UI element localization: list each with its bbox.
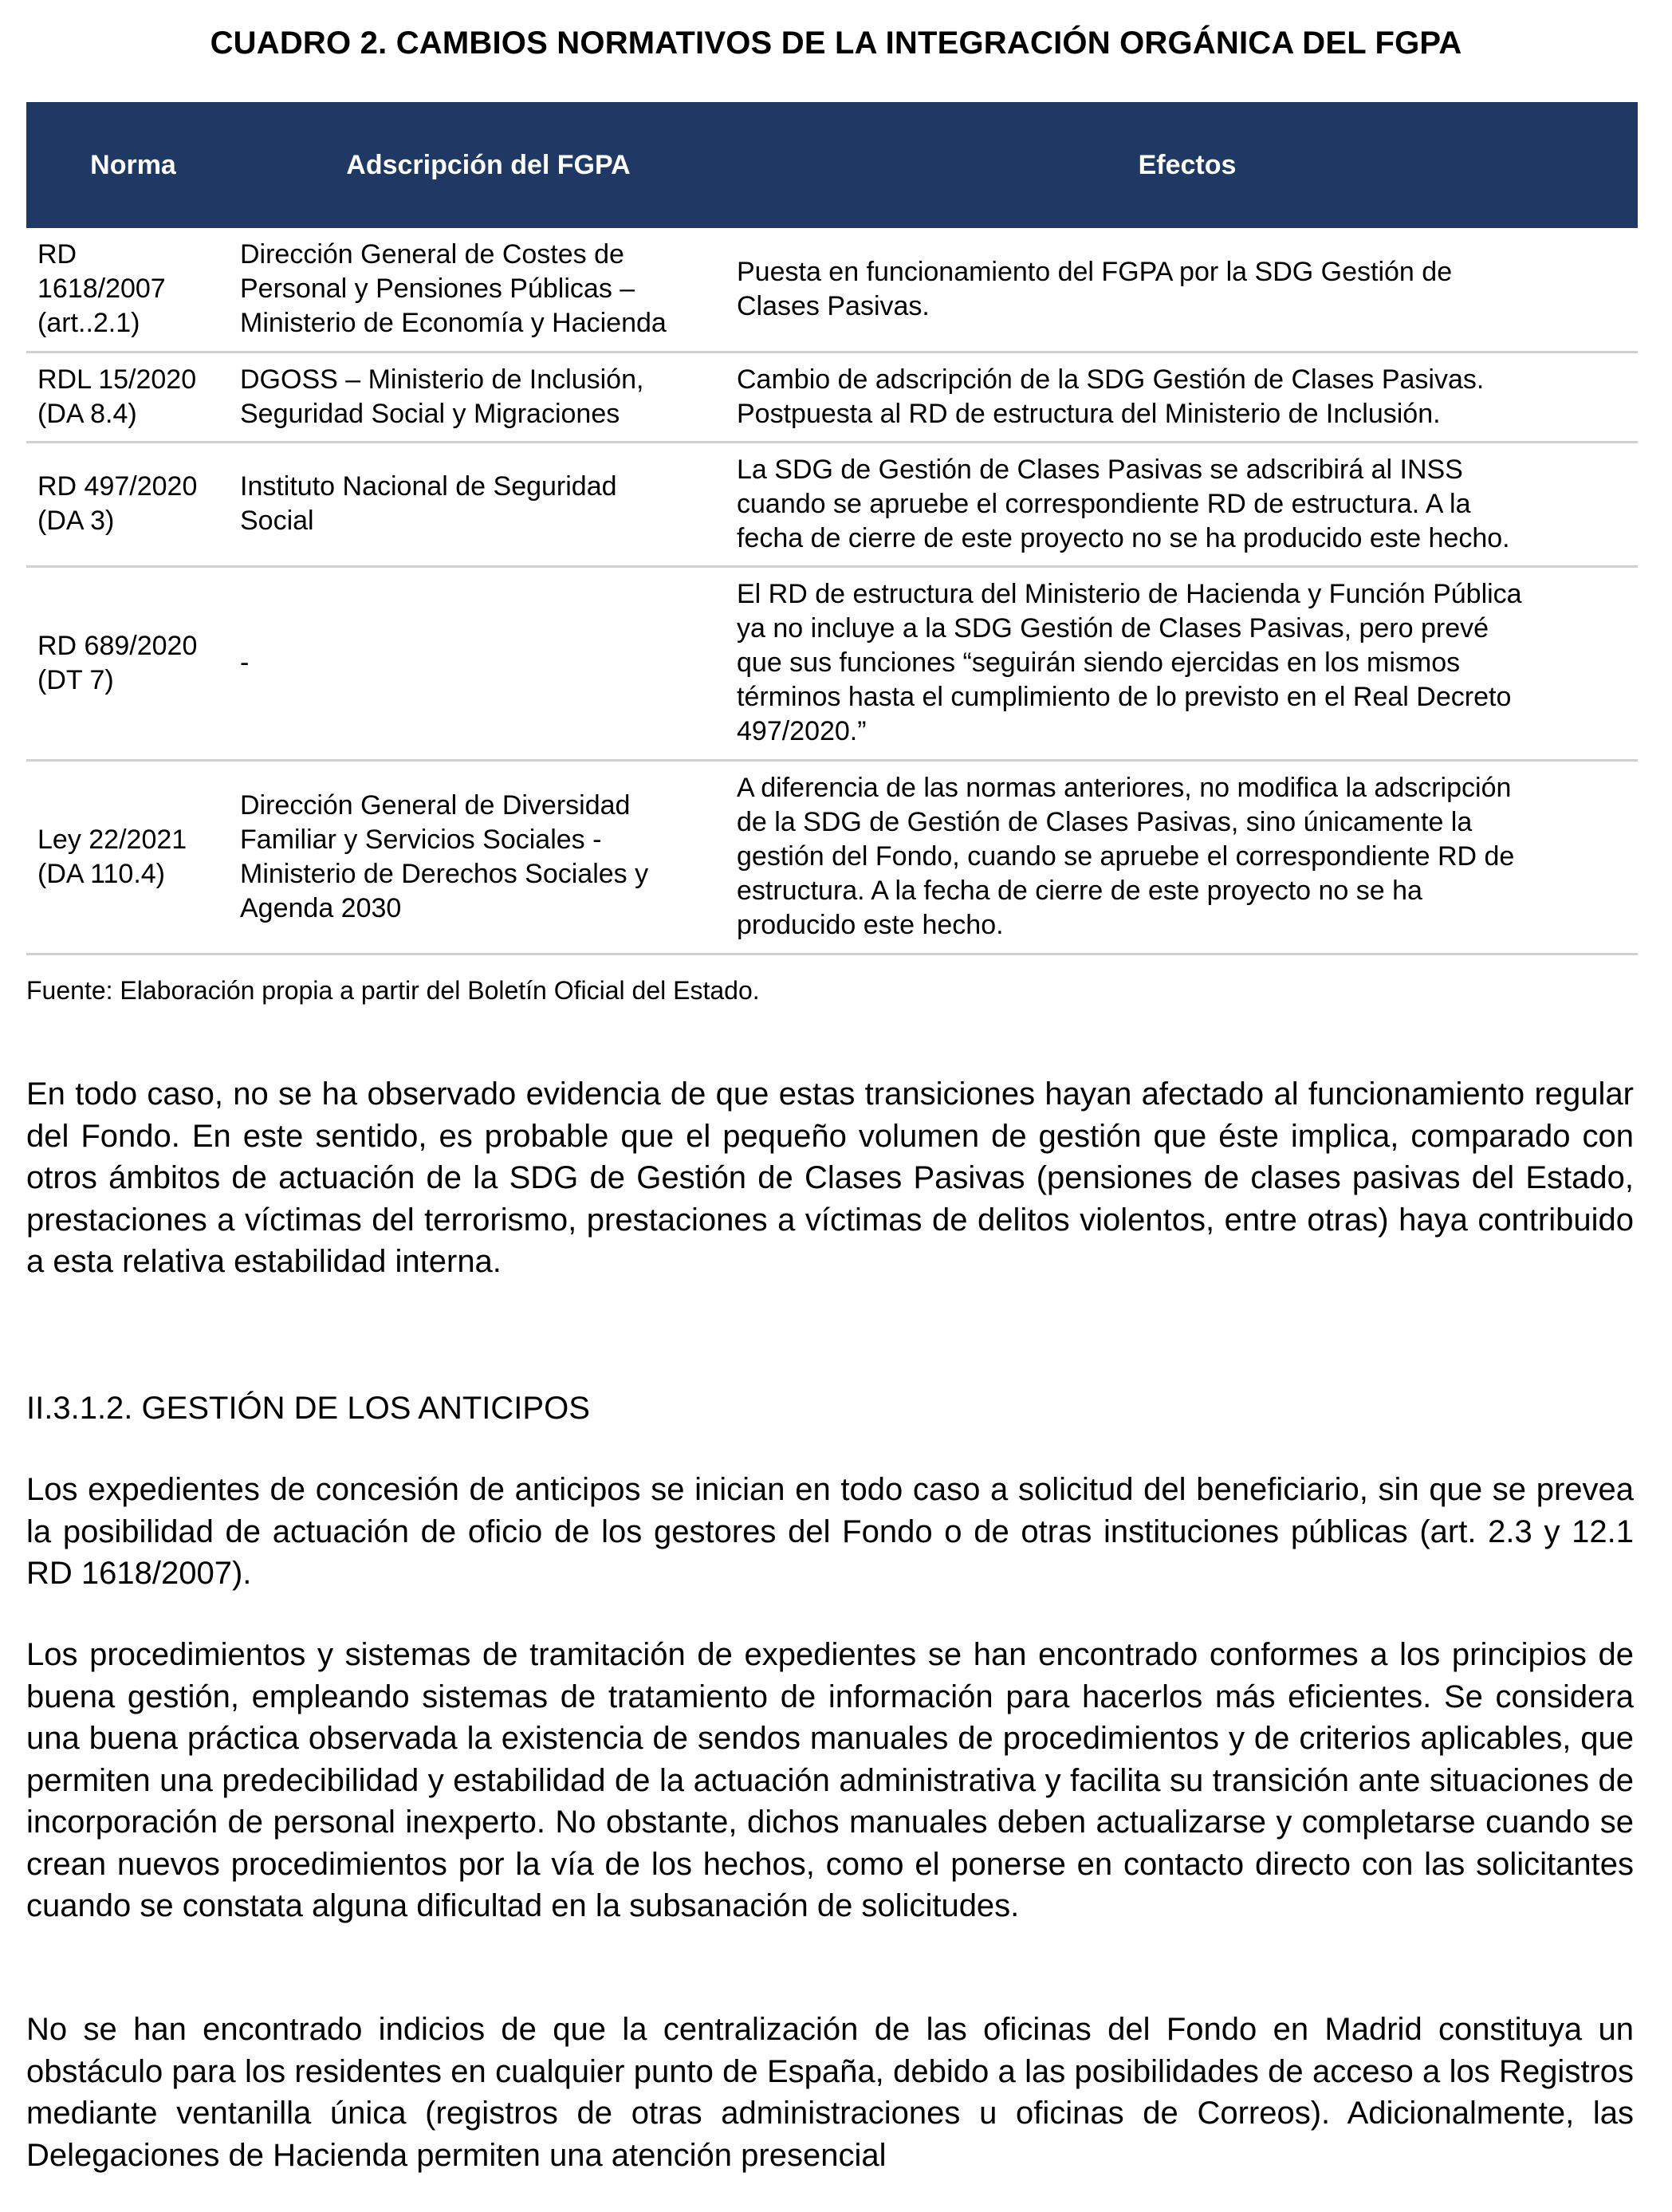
adscripcion-text: Dirección General de Costes de Personal y Pensiones Públicas – Ministerio de Economía y Hacienda xyxy=(240,239,667,339)
table-row xyxy=(26,352,1638,442)
table-header-row xyxy=(26,102,1638,228)
adscripcion-text: DGOSS – Ministerio de Inclusión, Seguridad Social y Migraciones xyxy=(240,364,644,429)
cell-adscripcion xyxy=(240,352,737,442)
header-norma: Norma xyxy=(26,102,240,228)
efectos-text: A diferencia de las normas anteriores, no modifica la adscripción de la SDG de Gestión de Clases Pasivas, sino únicamente la gestión del Fondo, cuando se apruebe el correspondiente RD de estructura. A la fecha de cierre de este proyecto no se ha producido este hecho. xyxy=(737,773,1515,940)
efectos-text: Cambio de adscripción de la SDG Gestión de Clases Pasivas. Postpuesta al RD de estructura del Ministerio de Inclusión. xyxy=(737,364,1485,429)
efectos-text: El RD de estructura del Ministerio de Hacienda y Función Pública ya no incluye a la SDG Gestión de Clases Pasivas, pero prevé que sus funciones “seguirán siendo ejercidas en los mismos términos hasta el cumplimiento de lo previsto en el Real Decreto 497/2020.” xyxy=(737,579,1522,746)
table-row xyxy=(26,442,1638,566)
efectos-text: Puesta en funcionamiento del FGPA por la SDG Gestión de Clases Pasivas. xyxy=(737,256,1453,321)
cell-efectos xyxy=(737,442,1638,566)
header-adscripcion: Adscripción del FGPA xyxy=(240,102,737,228)
norma-text: RD 689/2020 (DT 7) xyxy=(37,630,198,695)
table-row xyxy=(26,228,1638,352)
section-heading: II.3.1.2. GESTIÓN DE LOS ANTICIPOS xyxy=(26,1391,590,1426)
cell-adscripcion xyxy=(240,760,737,954)
cell-efectos xyxy=(737,228,1638,352)
adscripcion-text: Instituto Nacional de Seguridad Social xyxy=(240,471,617,536)
paragraph: Los expedientes de concesión de anticipos se inician en todo caso a solicitud del beneficiario, sin que se prevea la posibilidad de actuación de oficio de los gestores del Fondo o de otras instituciones públicas (art. 2.3 y 12.1 RD 1618/2007). xyxy=(26,1472,1634,1591)
cell-norma xyxy=(26,228,240,352)
table-title: CUADRO 2. CAMBIOS NORMATIVOS DE LA INTEGRACIÓN ORGÁNICA DEL FGPA xyxy=(210,26,1462,61)
cell-adscripcion xyxy=(240,442,737,566)
cell-norma xyxy=(26,566,240,760)
paragraph: No se han encontrado indicios de que la centralización de las oficinas del Fondo en Madrid constituya un obstáculo para los residentes en cualquier punto de España, debido a las posibilidades de acceso a los Registros mediante ventanilla única (registros de otras administraciones u oficinas de Correos). Adicionalmente, las Delegaciones de Hacienda permiten una atención presencial xyxy=(26,2012,1634,2173)
adscripcion-text: Dirección General de Diversidad Familiar y Servicios Sociales - Ministerio de Derechos Sociales y Agenda 2030 xyxy=(240,789,649,923)
norma-text: RDL 15/2020 (DA 8.4) xyxy=(37,364,197,429)
cell-adscripcion xyxy=(240,566,737,760)
table-source-note: Fuente: Elaboración propia a partir del Boletín Oficial del Estado. xyxy=(26,976,760,1005)
cell-norma xyxy=(26,352,240,442)
adscripcion-text: - xyxy=(240,647,250,678)
norma-text: RD 1618/2007 (art..2.1) xyxy=(37,239,166,339)
efectos-text: La SDG de Gestión de Clases Pasivas se adscribirá al INSS cuando se apruebe el correspondiente RD de estructura. A la fecha de cierre de este proyecto no se ha producido este hecho. xyxy=(737,454,1510,553)
cell-efectos xyxy=(737,352,1638,442)
norms-table xyxy=(26,102,1638,955)
cell-norma xyxy=(26,760,240,954)
cell-norma xyxy=(26,442,240,566)
cell-efectos xyxy=(737,566,1638,760)
table-row xyxy=(26,566,1638,760)
header-efectos: Efectos xyxy=(737,102,1638,228)
cell-adscripcion xyxy=(240,228,737,352)
table-row xyxy=(26,760,1638,954)
cell-efectos xyxy=(737,760,1638,954)
norma-text: RD 497/2020 (DA 3) xyxy=(37,471,198,536)
paragraph: Los procedimientos y sistemas de tramitación de expedientes se han encontrado conformes a los principios de buena gestión, empleando sistemas de tratamiento de información para hacerlos más eficientes. Se considera una buena práctica observada la existencia de sendos manuales de procedimientos y de criterios aplicables, que permiten una predecibilidad y estabilidad de la actuación administrativa y facilita su transición ante situaciones de incorporación de personal inexperto. No obstante, dichos manuales deben actualizarse y completarse cuando se crean nuevos procedimientos por la vía de los hechos, como el ponerse en contacto directo con las solicitantes cuando se constata alguna dificultad en la subsanación de solicitudes. xyxy=(26,1637,1634,1923)
paragraph: En todo caso, no se ha observado evidencia de que estas transiciones hayan afectado al funcionamiento regular del Fondo. En este sentido, es probable que el pequeño volumen de gestión que éste implica, comparado con otros ámbitos de actuación de la SDG de Gestión de Clases Pasivas (pensiones de clases pasivas del Estado, prestaciones a víctimas del terrorismo, prestaciones a víctimas de delitos violentos, entre otras) haya contribuido a esta relativa estabilidad interna. xyxy=(26,1076,1634,1279)
norma-text: Ley 22/2021 (DA 110.4) xyxy=(37,824,187,889)
